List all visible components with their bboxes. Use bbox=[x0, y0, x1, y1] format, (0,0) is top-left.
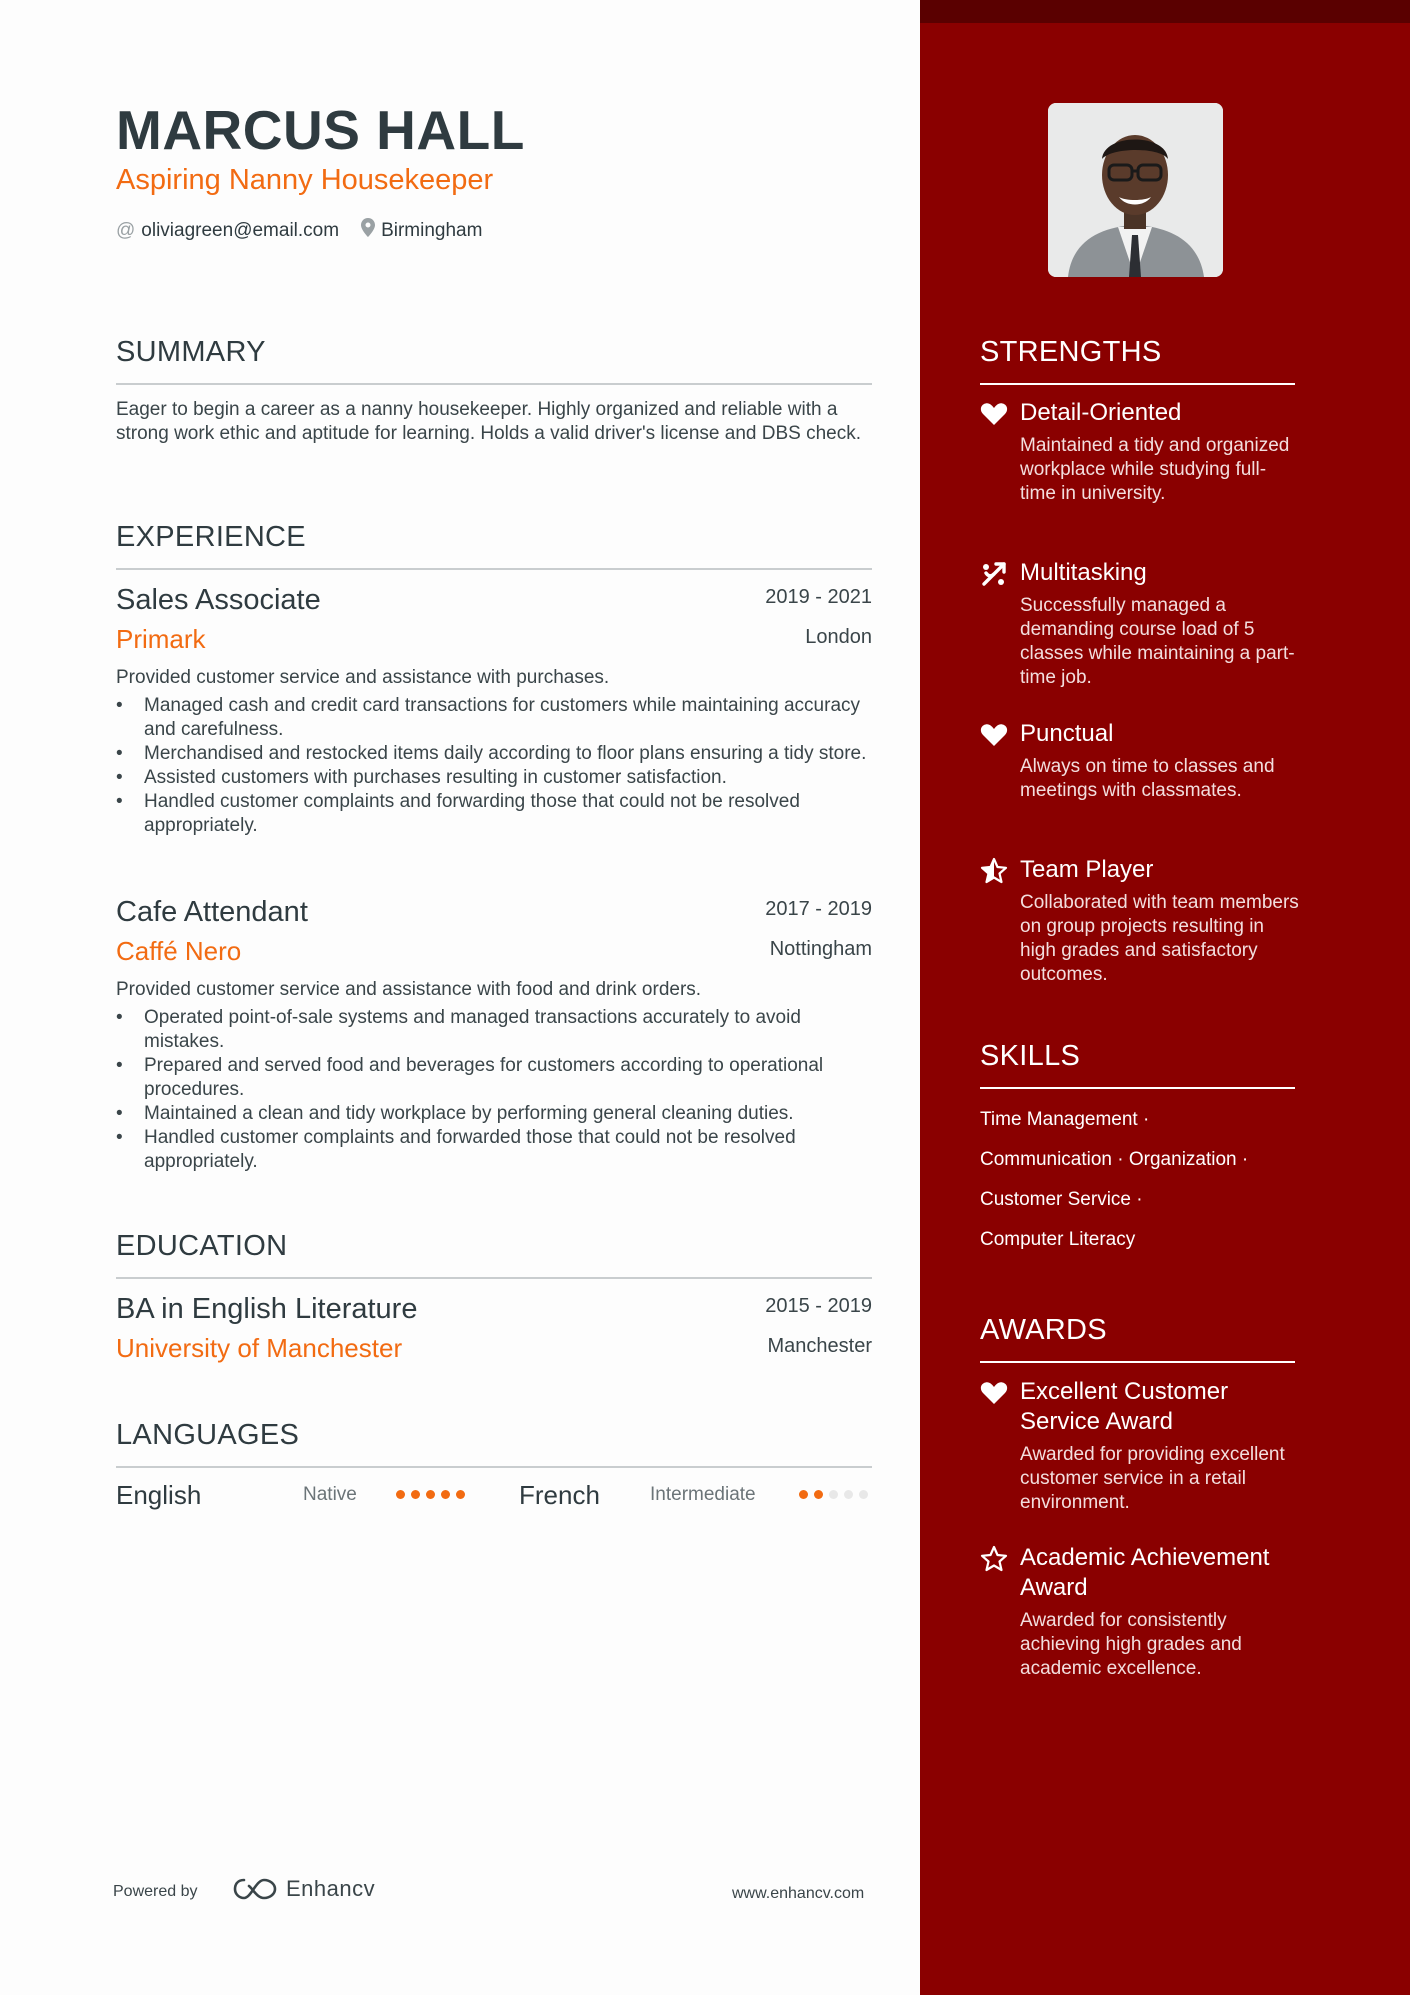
job-bullets bbox=[116, 1006, 872, 1174]
job-dates: 2019 - 2021 bbox=[765, 586, 872, 608]
rating-dot-empty bbox=[844, 1490, 853, 1499]
rating-dot-empty bbox=[859, 1490, 868, 1499]
powered-by-label: Powered by bbox=[113, 1883, 198, 1900]
sidebar-top-band bbox=[920, 0, 1410, 23]
skill-line: Communication · Organization · bbox=[980, 1149, 1249, 1170]
skills-heading: SKILLS bbox=[980, 1040, 1081, 1072]
skills-section bbox=[980, 1040, 1295, 1089]
job-entry bbox=[116, 896, 872, 1174]
languages-section bbox=[116, 1419, 872, 1468]
bullet-item: • Managed cash and credit card transactions for customers while maintaining accuracy and carefulness. bbox=[116, 694, 872, 742]
bullet-item: • Handled customer complaints and forwarded those that could not be resolved appropriately. bbox=[116, 1126, 872, 1174]
bullet-item: • Operated point-of-sale systems and managed transactions accurately to avoid mistakes. bbox=[116, 1006, 872, 1054]
rating-dot-empty bbox=[829, 1490, 838, 1499]
degree: BA in English Literature bbox=[116, 1293, 418, 1325]
rating-dot-filled bbox=[799, 1490, 808, 1499]
job-bullets bbox=[116, 694, 872, 838]
awards-divider bbox=[980, 1361, 1295, 1363]
strengths-heading: STRENGTHS bbox=[980, 336, 1162, 368]
education-divider bbox=[116, 1277, 872, 1279]
strength-title: Punctual bbox=[1020, 720, 1114, 747]
school: University of Manchester bbox=[116, 1333, 403, 1363]
language-level: Intermediate bbox=[650, 1484, 756, 1505]
language-name: French bbox=[519, 1480, 600, 1510]
job-title: Cafe Attendant bbox=[116, 896, 308, 928]
education-location: Manchester bbox=[767, 1335, 872, 1357]
multitask-icon bbox=[980, 560, 1008, 588]
award-description: Awarded for providing excellent customer service in a retail environment. bbox=[1020, 1444, 1285, 1513]
award-title: Excellent Customer Service Award bbox=[1020, 1378, 1229, 1435]
bullet-item: • Maintained a clean and tidy workplace by performing general cleaning duties. bbox=[116, 1102, 872, 1126]
experience-heading: EXPERIENCE bbox=[116, 521, 306, 553]
language-level: Native bbox=[303, 1484, 357, 1505]
skills-list bbox=[980, 1100, 1300, 1260]
profile-photo bbox=[1048, 103, 1223, 277]
strengths-divider bbox=[980, 383, 1295, 385]
enhancv-url[interactable]: www.enhancv.com bbox=[732, 1885, 865, 1902]
strength-item bbox=[980, 558, 1300, 690]
enhancv-logo-icon bbox=[232, 1876, 278, 1902]
bullet-item: • Merchandised and restocked items daily according to floor plans ensuring a tidy store. bbox=[116, 742, 872, 766]
strength-description: Always on time to classes and meetings with classmates. bbox=[1020, 756, 1275, 801]
skill-line: Computer Literacy bbox=[980, 1229, 1136, 1250]
education-dates: 2015 - 2019 bbox=[765, 1295, 872, 1317]
job-company: Caffé Nero bbox=[116, 936, 242, 966]
education-section bbox=[116, 1230, 872, 1279]
summary-text: Eager to begin a career as a nanny housekeeper. Highly organized and reliable with a strong work ethic and aptitude for learning. Holds a valid driver's license and DBS check. bbox=[116, 399, 862, 444]
location-pin-icon bbox=[361, 218, 375, 243]
bullet-item: • Assisted customers with purchases resulting in customer satisfaction. bbox=[116, 766, 872, 790]
candidate-title: Aspiring Nanny Housekeeper bbox=[116, 164, 494, 196]
enhancv-logo[interactable] bbox=[232, 1876, 375, 1902]
language-rating bbox=[799, 1490, 868, 1499]
strengths-section bbox=[980, 336, 1295, 385]
language-rating bbox=[396, 1490, 465, 1499]
award-description: Awarded for consistently achieving high grades and academic excellence. bbox=[1020, 1610, 1242, 1679]
education-entry bbox=[116, 1293, 872, 1373]
strength-title: Detail-Oriented bbox=[1020, 399, 1182, 426]
strength-description: Successfully managed a demanding course load of 5 classes while maintaining a part-time job. bbox=[1020, 595, 1295, 688]
job-description: Provided customer service and assistance with food and drink orders. bbox=[116, 979, 702, 1000]
bullet-item: • Prepared and served food and beverages for customers according to operational procedures. bbox=[116, 1054, 872, 1102]
heart-icon bbox=[980, 400, 1008, 428]
awards-section bbox=[980, 1314, 1295, 1363]
rating-dot-filled bbox=[396, 1490, 405, 1499]
awards-heading: AWARDS bbox=[980, 1314, 1107, 1346]
rating-dot-filled bbox=[426, 1490, 435, 1499]
location-text: Birmingham bbox=[381, 219, 483, 241]
strength-item bbox=[980, 398, 1300, 506]
enhancv-brand: Enhancv bbox=[286, 1876, 376, 1901]
skill-line: Customer Service · bbox=[980, 1189, 1143, 1210]
skills-divider bbox=[980, 1087, 1295, 1089]
language-name: English bbox=[116, 1480, 202, 1510]
bullet-item: • Handled customer complaints and forwarding those that could not be resolved appropriately. bbox=[116, 790, 872, 838]
award-item bbox=[980, 1377, 1300, 1515]
contact-info bbox=[116, 218, 482, 243]
heart-icon bbox=[980, 1379, 1008, 1407]
sidebar bbox=[920, 0, 1410, 1995]
job-location: Nottingham bbox=[769, 938, 872, 960]
summary-section bbox=[116, 336, 872, 385]
summary-divider bbox=[116, 383, 872, 385]
job-title: Sales Associate bbox=[116, 584, 321, 616]
skill-line: Time Management · bbox=[980, 1109, 1150, 1130]
experience-divider bbox=[116, 568, 872, 570]
job-location: London bbox=[805, 626, 872, 648]
languages-heading: LANGUAGES bbox=[116, 1419, 300, 1451]
experience-section bbox=[116, 521, 872, 570]
at-icon: @ bbox=[116, 219, 136, 241]
email-text[interactable]: oliviagreen@email.com bbox=[141, 219, 340, 241]
strength-description: Collaborated with team members on group projects resulting in high grades and satisfactory outcomes. bbox=[1020, 892, 1299, 985]
rating-dot-filled bbox=[814, 1490, 823, 1499]
rating-dot-filled bbox=[411, 1490, 420, 1499]
rating-dot-filled bbox=[441, 1490, 450, 1499]
award-item bbox=[980, 1543, 1300, 1681]
languages-divider bbox=[116, 1466, 872, 1468]
job-dates: 2017 - 2019 bbox=[765, 898, 872, 920]
strength-description: Maintained a tidy and organized workplace while studying full-time in university. bbox=[1020, 435, 1290, 504]
candidate-name: MARCUS HALL bbox=[116, 99, 525, 161]
award-title: Academic Achievement Award bbox=[1020, 1544, 1270, 1601]
star-half-icon bbox=[980, 857, 1008, 885]
job-description: Provided customer service and assistance with purchases. bbox=[116, 667, 610, 688]
summary-heading: SUMMARY bbox=[116, 336, 266, 368]
job-company: Primark bbox=[116, 624, 206, 654]
rating-dot-filled bbox=[456, 1490, 465, 1499]
strength-item bbox=[980, 855, 1300, 987]
strength-title: Team Player bbox=[1020, 856, 1154, 883]
strength-title: Multitasking bbox=[1020, 559, 1147, 586]
education-heading: EDUCATION bbox=[116, 1230, 288, 1262]
star-outline-icon bbox=[980, 1545, 1008, 1573]
heart-icon bbox=[980, 721, 1008, 749]
strength-item bbox=[980, 719, 1300, 803]
job-entry bbox=[116, 584, 872, 838]
